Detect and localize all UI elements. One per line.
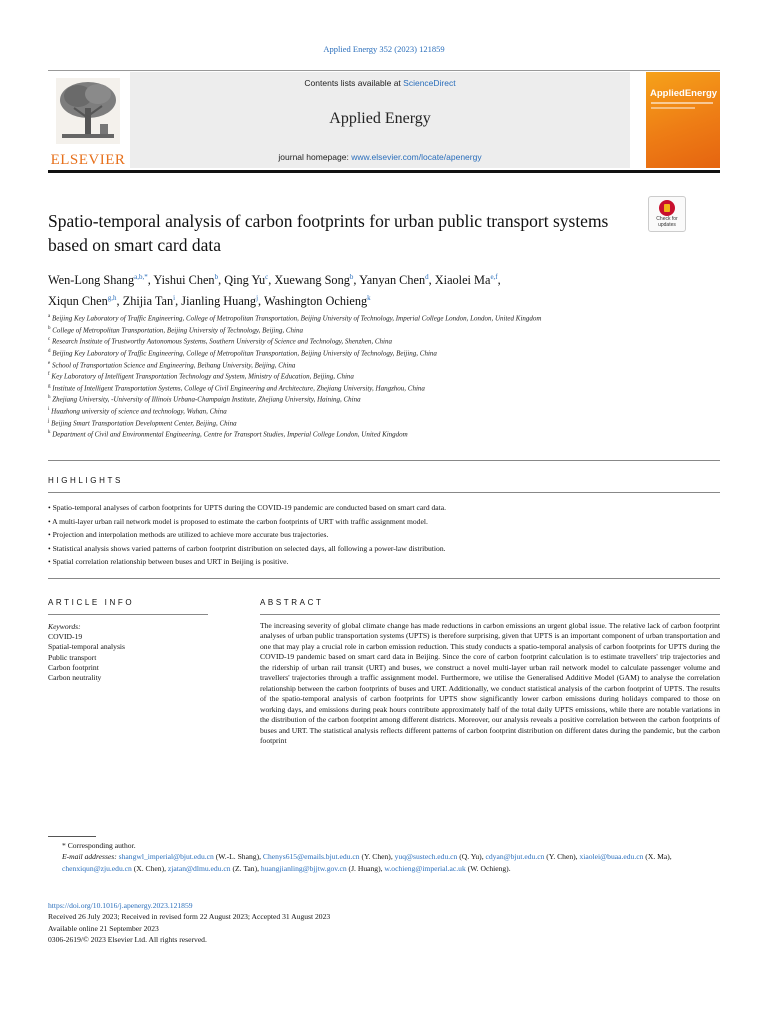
author-affil-marker[interactable]: b	[349, 273, 354, 281]
affiliation: $^a$ Beijing Key Laboratory of Traffic Engineering, College of Metropolitan Transportation, Beijing University of Technology, Imperial College London, London, United Kingdom	[48, 314, 542, 323]
author-affil-marker[interactable]: c	[265, 273, 269, 281]
doi-link[interactable]: https://doi.org/10.1016/j.apenergy.2023.121859	[48, 901, 193, 910]
affiliation: $^h$ Zhejiang University, -University of Illinois Urbana-Champaign Institute, Zhejiang University, Haining, China	[48, 395, 361, 404]
affiliation: $^b$ College of Metropolitan Transportation, Beijing University of Technology, Beijing, China	[48, 325, 303, 334]
affiliation: $^d$ Beijing Key Laboratory of Traffic Engineering, College of Metropolitan Transportation, Beijing University of Technology, Beijing, China	[48, 348, 437, 358]
footnote-rule	[48, 836, 96, 837]
author-name[interactable]: Zhijia Tan	[122, 294, 174, 309]
affiliation: $^e$ School of Transportation Science and Engineering, Beihang University, Beijing, China	[48, 360, 296, 369]
check-updates-icon	[659, 200, 675, 216]
abstract-rule	[260, 614, 720, 615]
email-link[interactable]: xiaolei@buaa.edu.cn	[579, 852, 644, 862]
email-link[interactable]: huangjianling@bjjtw.gov.cn	[260, 863, 347, 873]
cover-decoration	[651, 102, 713, 104]
email-link[interactable]: chenxiqun@zju.edu.cn	[62, 863, 132, 873]
author-affil-marker[interactable]: k	[367, 294, 371, 303]
section-divider	[48, 460, 720, 461]
highlight-item: • Spatial correlation relationship between buses and URT in Beijing is positive.	[48, 557, 289, 566]
copyright-line: 0306-2619/© 2023 Elsevier Ltd. All rights reserved.	[48, 934, 207, 944]
keywords-block	[48, 622, 208, 683]
author-affil-marker[interactable]: g,h	[107, 294, 117, 303]
author-affil-marker[interactable]: i	[173, 294, 176, 303]
author-name[interactable]: Xuewang Song	[274, 273, 350, 288]
author-name[interactable]: Qing Yu	[224, 273, 266, 288]
contents-line	[130, 78, 630, 88]
affiliation: $^i$ Huazhong university of science and technology, Wuhan, China	[48, 407, 227, 416]
cover-decoration	[651, 107, 695, 109]
email-link[interactable]: shangwl_imperial@bjut.edu.cn	[118, 852, 214, 862]
highlights-list	[48, 501, 720, 569]
journal-cover-thumbnail[interactable]	[646, 72, 720, 168]
highlight-item: • A multi-layer urban rail network model is proposed to estimate the carbon footprints of URT with traffic assignment model.	[48, 516, 428, 526]
author-name[interactable]: Jianling Huang	[181, 294, 257, 309]
online-date: Available online 21 September 2023	[48, 923, 159, 933]
article-title: Spatio-temporal analysis of carbon footprints for urban public transport systems based on smart card data	[48, 211, 609, 255]
author-name[interactable]: Xiaolei Ma	[434, 273, 491, 288]
keyword: Public transport	[48, 652, 97, 662]
masthead-top-rule	[48, 70, 720, 71]
cover-title: AppliedEnergy	[650, 88, 718, 99]
highlight-item: • Projection and interpolation methods are utilized to achieve more accurate bus trajectories.	[48, 530, 329, 539]
section-divider	[48, 492, 720, 493]
keyword: Spatial-temporal analysis	[48, 642, 125, 652]
journal-homepage-line	[130, 152, 630, 162]
abstract-text: The increasing severity of global climate change has made reductions in carbon emissions an urgent global issue. The relative lack of carbon footprint analyses of urban public transportation systems (UPTS) is therefore surprising, given that UPTS is an important component of urban transportation and one that may play a crucial role in carbon emission reduction. This study conducts a spatio-temporal analysis of carbon footprints for UPTS during the COVID-19 pandemic based on smart card data in Beijing. Since the core of carbon footprint calculation is to estimate travellers' trip trajectories and the ridership of urban rail transit (URT) and buses, we construct a novel multi-layer urban rail network model to calculate passenger volume and travellers' trajectories through a traffic assignment model. Furthermore, we utilise the Generalised Additive Model (GAM) to analyse the correlation relationship between the carbon footprints of buses and URT. Additionally, we conduct statistical analysis of the carbon footprint of UPTS. The results of the spatio-temporal analysis of carbon footprints for UPTS show significantly lower carbon emissions during holidays compared to those on working days, and emissions during peak hours contribute approximately half of the total daily UPTS emissions, while there are notable variations in the distribution of the carbon footprint among different districts. Moreover, our analysis reveals a positive correlation between the carbon footprints of buses and URT. The statistical analysis reflects different patterns of carbon footprint distribution on different dates during the pandemic, but the carbon footprint	[260, 621, 720, 745]
section-divider	[48, 578, 720, 579]
author-name[interactable]: Yanyan Chen	[359, 273, 426, 288]
email-link[interactable]: w.ochieng@imperial.ac.uk	[384, 863, 466, 873]
author-affil-marker[interactable]: d	[425, 273, 429, 281]
journal-homepage-link[interactable]: www.elsevier.com/locate/apenergy	[351, 152, 482, 162]
article-info-rule	[48, 614, 208, 615]
email-link[interactable]: Chenys615@emails.bjut.edu.cn	[262, 852, 360, 862]
elsevier-tree-icon	[56, 78, 120, 144]
highlights-heading: HIGHLIGHTS	[48, 476, 123, 485]
email-addresses: E-mail addresses: shangwl_imperial@bjut.edu.cn (W.-L. Shang), Chenys615@emails.bjut.edu.cn (Y. Chen), yuq@sustech.edu.cn (Q. Yu), cdyan@bjut.edu.cn (Y. Chen), xiaolei@buaa.edu.cn (X. Ma), chenxiqun@zju.edu.cn (X. Chen), zjatan@dlmu.edu.cn (Z. Tan), huangjianling@bjjtw.gov.cn (J. Huang), w.ochieng@imperial.ac.uk (W. Ochieng).	[62, 852, 672, 873]
author-name[interactable]: Wen-Long Shang	[48, 273, 135, 288]
abstract-heading: ABSTRACT	[260, 598, 324, 607]
received-dates: Received 26 July 2023; Received in revised form 22 August 2023; Accepted 31 August 2023	[48, 912, 331, 922]
author-name[interactable]: Xiqun Chen	[48, 294, 108, 309]
corresponding-author-note: * Corresponding author.	[62, 841, 136, 850]
email-link[interactable]: yuq@sustech.edu.cn	[394, 852, 458, 862]
article-info-heading: ARTICLE INFO	[48, 598, 135, 607]
author-affil-marker[interactable]: a,b,*	[134, 273, 148, 281]
author-list: Wen-Long Shang$^{a,b,*}$, Yishui Chen$^b$, Qing Yu$^c$, Xuewang Song$^b$, Yanyan Chen$^d$, Xiaolei Ma$^{e,f}$, Xiqun Chen$^{g,h}$, Zhijia Tan$^i$, Jianling Huang$^j$, Washington Ochieng$^k$	[48, 273, 501, 309]
highlight-item: • Spatio-temporal analyses of carbon footprints for UPTS during the COVID-19 pandemic are conducted based on smart card data.	[48, 503, 447, 512]
email-link[interactable]: zjatan@dlmu.edu.cn	[167, 863, 231, 873]
affiliation: $^g$ Institute of Intelligent Transportation Systems, College of Civil Engineering and Architecture, Zhejiang University, Hangzhou, China	[48, 383, 425, 393]
keyword: COVID-19	[48, 632, 83, 642]
check-for-updates-button[interactable]	[648, 196, 686, 232]
footnotes	[48, 840, 720, 874]
author-affil-marker[interactable]: e,f	[490, 273, 498, 281]
contents-prefix: Contents lists available at	[304, 78, 404, 88]
journal-masthead	[48, 70, 720, 174]
author-affil-marker[interactable]: j	[256, 294, 259, 303]
affiliation-list	[48, 312, 628, 440]
homepage-prefix: journal homepage:	[278, 152, 352, 162]
author-name[interactable]: Washington Ochieng	[263, 294, 368, 309]
article-metadata	[48, 900, 720, 945]
email-link[interactable]: cdyan@bjut.edu.cn	[485, 852, 545, 862]
publisher-wordmark: ELSEVIER	[50, 152, 126, 168]
affiliation: $^c$ Research Institute of Trustworthy Autonomous Systems, Southern University of Science and Technology, Shenzhen, China	[48, 337, 392, 346]
sciencedirect-link[interactable]: ScienceDirect	[403, 78, 456, 88]
journal-title: Applied Energy	[329, 110, 431, 127]
email-label: E-mail addresses:	[62, 852, 117, 862]
affiliation: $^j$ Beijing Smart Transportation Development Center, Beijing, China	[48, 418, 237, 427]
keywords-label: Keywords:	[48, 622, 81, 631]
keyword: Carbon footprint	[48, 662, 99, 672]
keyword: Carbon neutrality	[48, 673, 102, 683]
author-name[interactable]: Yishui Chen	[153, 273, 215, 288]
masthead-bottom-rule	[48, 170, 720, 173]
journal-citation[interactable]: Applied Energy 352 (2023) 121859	[323, 44, 445, 54]
author-affil-marker[interactable]: b	[214, 273, 219, 281]
affiliation: $^k$ Department of Civil and Environmental Engineering, Centre for Transport Studies, Imperial College London, United Kingdom	[48, 430, 408, 439]
check-updates-label: Check for updates	[656, 216, 678, 228]
highlight-item: • Statistical analysis shows varied patterns of carbon footprint distribution on selected days, all following a power-law distribution.	[48, 543, 446, 553]
elsevier-logo	[48, 78, 128, 168]
affiliation: $^f$ Key Laboratory of Intelligent Transportation Technology and System, Ministry of Education, Beijing, China	[48, 372, 354, 381]
